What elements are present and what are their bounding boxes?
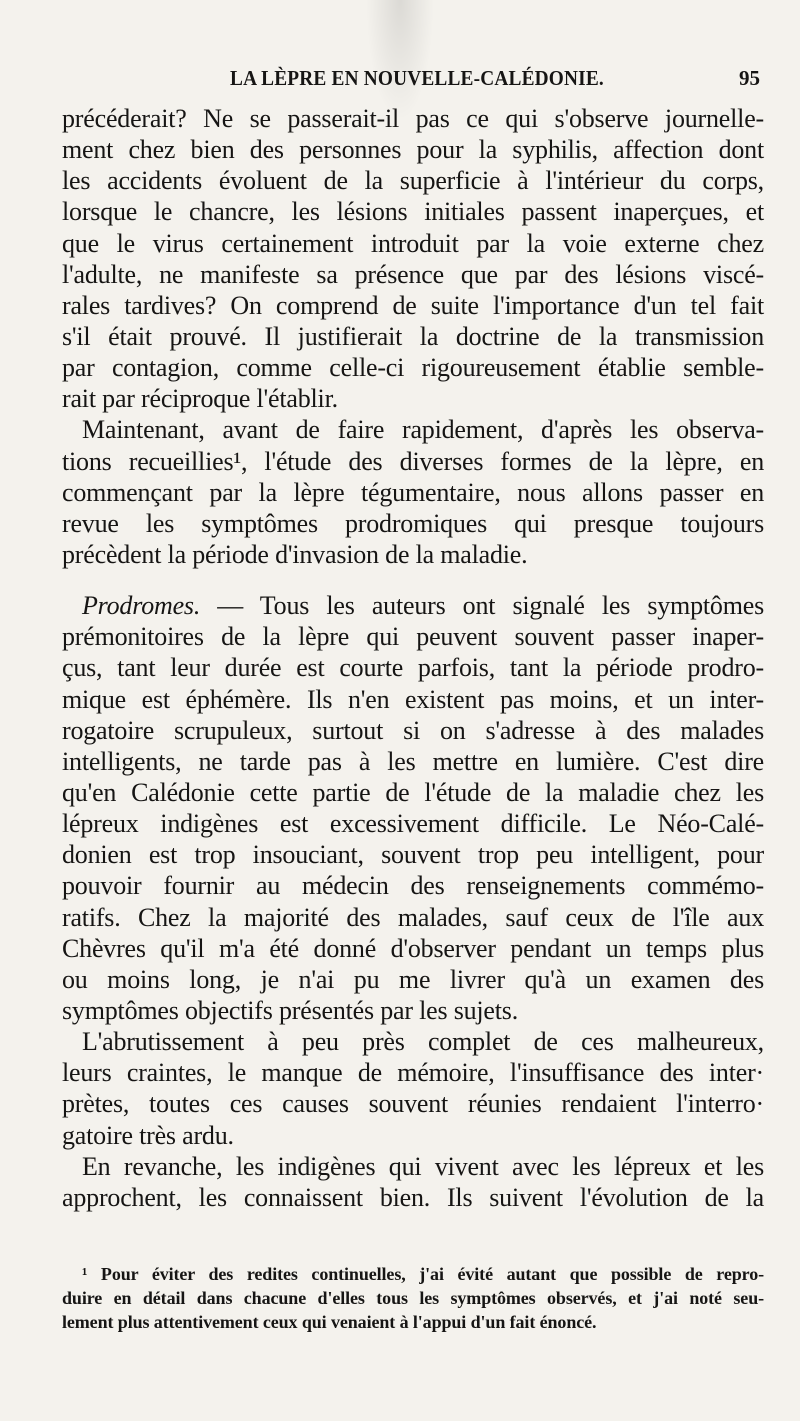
paragraph xyxy=(62,1151,764,1213)
text-line: prètes, toutes ces causes souvent réunies rendaient l'interro· xyxy=(62,1089,764,1119)
text-line: précèdent la période d'invasion de la maladie. xyxy=(62,539,528,569)
text-line: çus, tant leur durée est courte parfois, tant la période prodro- xyxy=(62,653,764,683)
paragraph xyxy=(62,103,764,414)
paragraph xyxy=(62,1026,764,1151)
text-line xyxy=(62,590,764,621)
text-line: l'adulte, ne manifeste sa présence que par des lésions viscé- xyxy=(62,259,764,289)
text-line: rales tardives? On comprend de suite l'importance d'un tel fait xyxy=(62,290,764,320)
running-title: LA LÈPRE EN NOUVELLE-CALÉDONIE. xyxy=(230,66,604,90)
text-line: L'abrutissement à peu près complet de ces malheureux, xyxy=(82,1027,764,1057)
text-line: prémonitoires de la lèpre qui peuvent souvent passer inaper- xyxy=(62,622,764,652)
text-line: symptômes objectifs présentés par les sujets. xyxy=(62,995,519,1025)
text-line: rogatoire scrupuleux, surtout si on s'adresse à des malades xyxy=(62,715,764,745)
text-line: par contagion, comme celle-ci rigoureusement établie semble- xyxy=(62,353,764,383)
text-line: Maintenant, avant de faire rapidement, d'après les observa- xyxy=(82,415,764,445)
text-line: que le virus certainement introduit par la voie externe chez xyxy=(62,228,764,258)
text-line: mique est éphémère. Ils n'en existent pas moins, et un inter- xyxy=(62,684,764,714)
section-heading: Prodromes. xyxy=(82,591,201,621)
text-line: revue les symptômes prodromiques qui presque toujours xyxy=(62,508,764,538)
footnote xyxy=(62,1262,764,1334)
text-line: donien est trop insouciant, souvent trop peu intelligent, pour xyxy=(62,840,764,870)
page-number: 95 xyxy=(739,66,760,90)
text-line: Chèvres qu'il m'a été donné d'observer pendant un temps plus xyxy=(62,933,764,963)
text-fragment: — Tous les auteurs ont signalé les symptômes xyxy=(200,591,764,621)
text-line: ou moins long, je n'ai pu me livrer qu'à un examen des xyxy=(62,964,764,994)
text-line: En revanche, les indigènes qui vivent avec les lépreux et les xyxy=(82,1151,764,1181)
text-line: pouvoir fournir au médecin des renseignements commémo- xyxy=(62,871,764,901)
paragraph xyxy=(62,590,764,1026)
text-line: ment chez bien des personnes pour la syphilis, affection dont xyxy=(62,135,764,165)
page-header xyxy=(62,66,764,102)
body-text xyxy=(62,103,764,1213)
text-line: qu'en Calédonie cette partie de l'étude de la maladie chez les xyxy=(62,777,764,807)
footnote-line: lement plus attentivement ceux qui venaient à l'appui d'un fait énoncé. xyxy=(62,1312,597,1332)
paragraph xyxy=(62,414,764,570)
footnote-line: duire en détail dans chacune d'elles tous les symptômes observés, et j'ai noté seu- xyxy=(62,1288,764,1308)
text-line: lorsque le chancre, les lésions initiales passent inaperçues, et xyxy=(62,197,764,227)
text-line: leurs craintes, le manque de mémoire, l'insuffisance des inter· xyxy=(62,1058,764,1088)
text-line: intelligents, ne tarde pas à les mettre en lumière. C'est dire xyxy=(62,746,764,776)
text-line: rait par réciproque l'établir. xyxy=(62,384,338,414)
text-line: commençant par la lèpre tégumentaire, nous allons passer en xyxy=(62,477,764,507)
text-line: gatoire très ardu. xyxy=(62,1120,234,1150)
text-line: précéderait? Ne se passerait-il pas ce qui s'observe journelle- xyxy=(62,104,764,133)
text-line: les accidents évoluent de la superficie à l'intérieur du corps, xyxy=(62,166,764,196)
text-line: ratifs. Chez la majorité des malades, sauf ceux de l'île aux xyxy=(62,902,764,932)
footnote-line: ¹ Pour éviter des redites continuelles, j'ai évité autant que possible de repro- xyxy=(82,1264,764,1284)
section-gap xyxy=(62,570,764,590)
text-line: tions recueillies¹, l'étude des diverses formes de la lèpre, en xyxy=(62,446,764,476)
text-line: lépreux indigènes est excessivement difficile. Le Néo-Calé- xyxy=(62,809,764,839)
text-line: s'il était prouvé. Il justifierait la doctrine de la transmission xyxy=(62,321,764,351)
text-line: approchent, les connaissent bien. Ils suivent l'évolution de la xyxy=(62,1182,764,1212)
